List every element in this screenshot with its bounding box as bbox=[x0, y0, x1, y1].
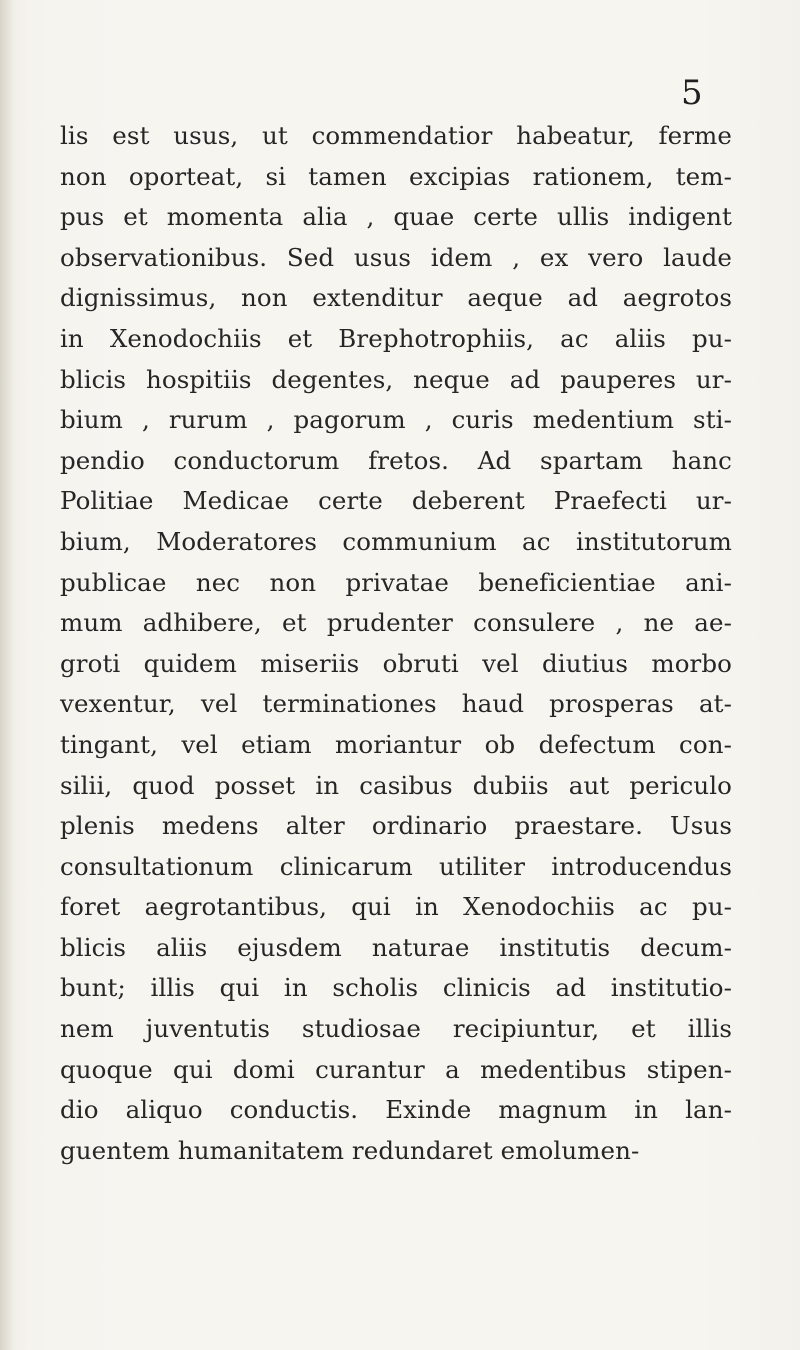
text-line: dignissimus, non extenditur aeque ad aegrotos bbox=[60, 283, 732, 313]
text-line: dio aliquo conductis. Exinde magnum in lan- bbox=[60, 1095, 732, 1125]
text-line: pendio conductorum fretos. Ad spartam hanc bbox=[60, 445, 732, 475]
text-line: lis est usus, ut commendatior habeatur, ferme bbox=[60, 121, 732, 150]
text-line: observationibus. Sed usus idem , ex vero laude bbox=[60, 242, 732, 272]
text-line: mum adhibere, et prudenter consulere , ne ae- bbox=[60, 608, 732, 638]
text-line: vexentur, vel terminationes haud prosperas at- bbox=[60, 689, 732, 719]
text-line: in Xenodochiis et Brephotrophiis, ac aliis pu- bbox=[60, 323, 732, 353]
text-line: bunt; illis qui in scholis clinicis ad institutio- bbox=[60, 973, 732, 1003]
text-line: tingant, vel etiam moriantur ob defectum con- bbox=[60, 729, 732, 759]
text-line: groti quidem miseriis obruti vel diutius morbo bbox=[60, 648, 732, 678]
text-line: guentem humanitatem redundaret emolumen- bbox=[60, 1135, 640, 1165]
text-line: consultationum clinicarum utiliter introducendus bbox=[60, 851, 732, 881]
text-line: silii, quod posset in casibus dubiis aut periculo bbox=[60, 770, 732, 800]
text-line: blicis aliis ejusdem naturae institutis decum- bbox=[60, 932, 732, 962]
text-line: quoque qui domi curantur a medentibus stipen- bbox=[60, 1054, 732, 1084]
text-line: plenis medens alter ordinario praestare. Usus bbox=[60, 811, 732, 841]
text-line: publicae nec non privatae beneficientiae ani- bbox=[60, 567, 732, 597]
text-line: Politiae Medicae certe deberent Praefecti ur- bbox=[60, 486, 732, 516]
text-line: bium, Moderatores communium ac institutorum bbox=[60, 526, 732, 556]
page-number: 5 bbox=[681, 73, 703, 113]
text-line: pus et momenta alia , quae certe ullis indigent bbox=[60, 202, 732, 232]
body-text bbox=[60, 116, 732, 1171]
text-line: foret aegrotantibus, qui in Xenodochiis ac pu- bbox=[60, 892, 732, 922]
text-line: nem juventutis studiosae recipiuntur, et illis bbox=[60, 1014, 732, 1044]
text-line: blicis hospitiis degentes, neque ad pauperes ur- bbox=[60, 364, 732, 394]
text-line: bium , rurum , pagorum , curis medentium sti- bbox=[60, 405, 732, 435]
binding-shadow bbox=[0, 0, 14, 1350]
text-line: non oporteat, si tamen excipias rationem, tem- bbox=[60, 161, 732, 191]
